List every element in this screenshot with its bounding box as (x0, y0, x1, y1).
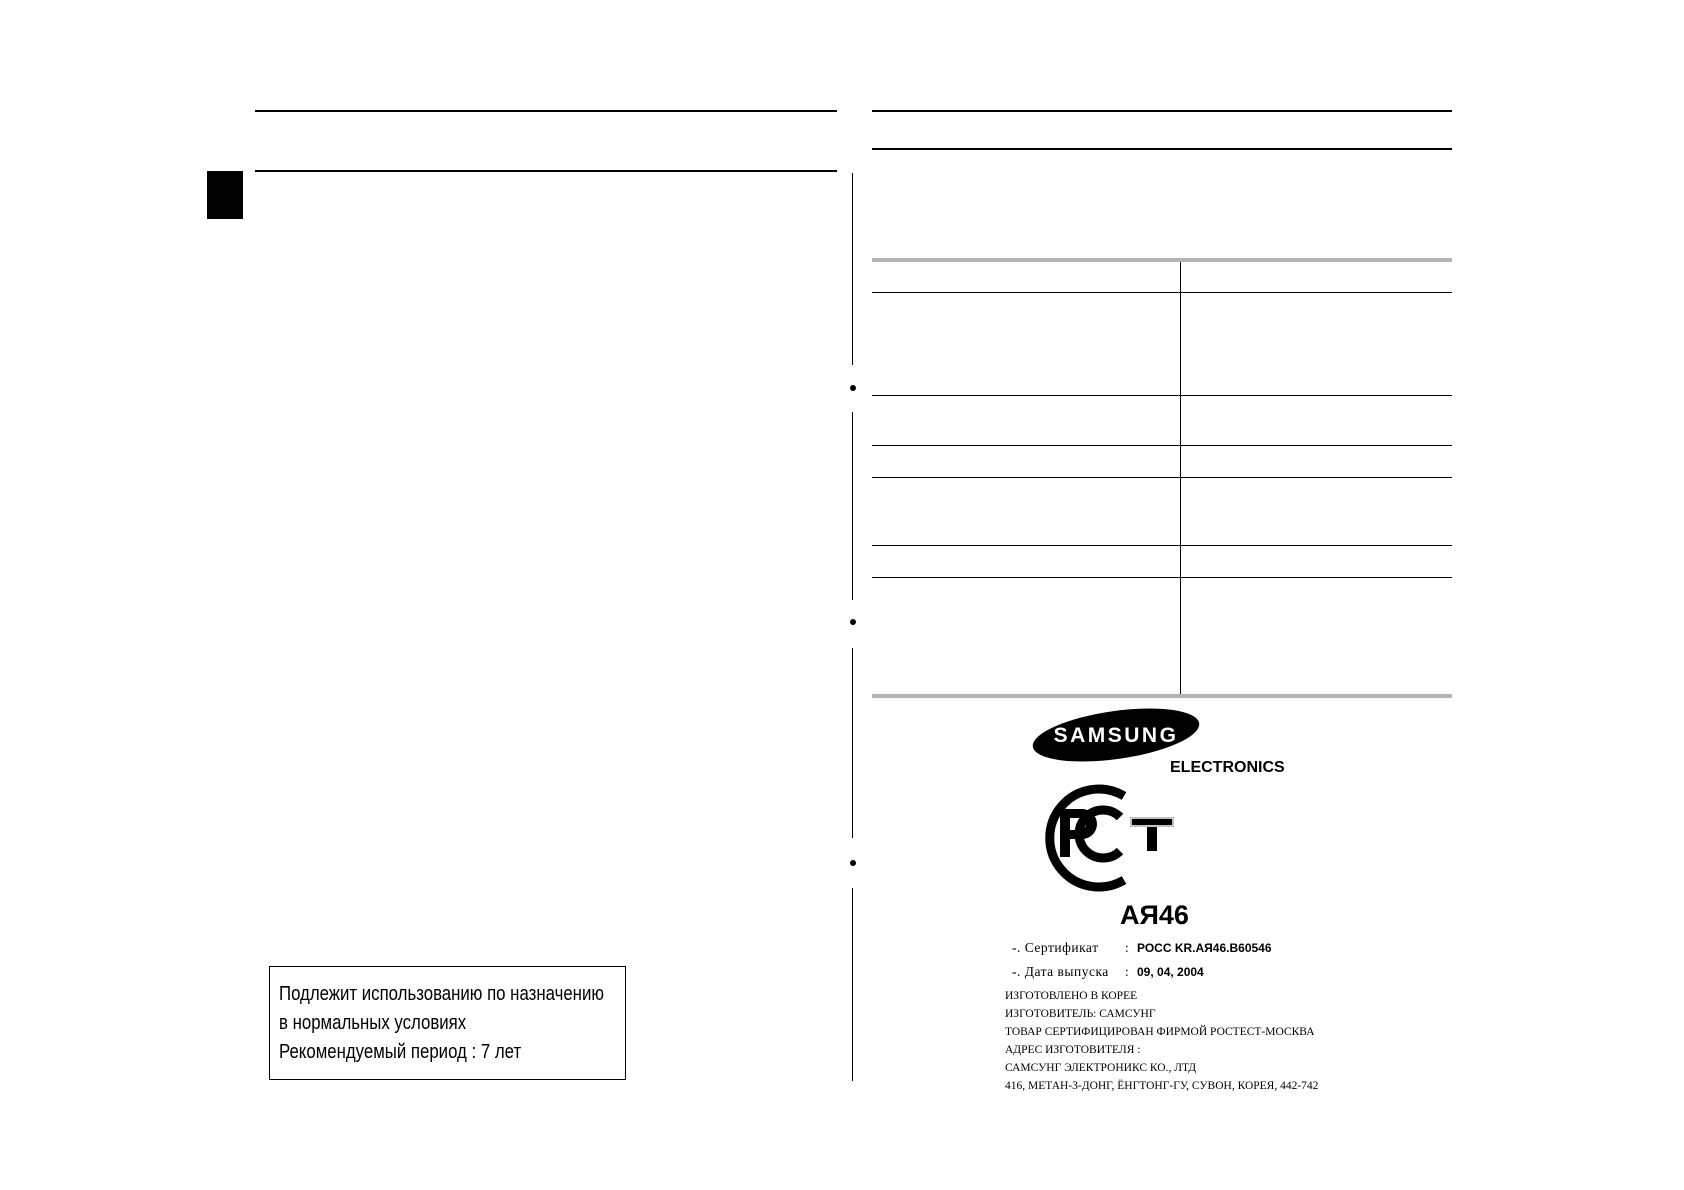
table-column-divider (1180, 262, 1181, 694)
electronics-label: ELECTRONICS (1170, 759, 1285, 776)
notice-line-2: в нормальных условиях (279, 1012, 467, 1034)
fold-dot-2 (850, 619, 856, 625)
release-date-label: -. Дата выпуска (1012, 964, 1109, 979)
table-top-border (872, 258, 1452, 262)
certificate-label: -. Сертификат (1012, 940, 1099, 955)
table-row-divider (872, 445, 1452, 446)
release-date-row (1012, 964, 1204, 980)
release-date-value: 09, 04, 2004 (1137, 965, 1204, 979)
fold-line-segment-3 (852, 648, 853, 838)
manufacturer-line: ИЗГОТОВИТЕЛЬ: САМСУНГ (1005, 1008, 1156, 1020)
pct-certification-mark-icon (1050, 789, 1174, 887)
certificate-row (1012, 940, 1272, 956)
specifications-table (872, 258, 1452, 698)
table-bottom-border (872, 694, 1452, 698)
notice-line-1: Подлежит использованию по назначению (279, 983, 604, 1005)
fold-line-segment-1 (852, 173, 853, 365)
notice-line-3: Рекомендуемый период : 7 лет (279, 1041, 522, 1063)
left-second-rule (255, 170, 837, 172)
fold-line-segment-2 (852, 412, 853, 600)
right-second-rule (872, 148, 1452, 150)
certification-body-code: АЯ46 (1120, 900, 1189, 930)
fold-line-segment-4 (852, 888, 853, 1081)
certified-by-line: ТОВАР СЕРТИФИЦИРОВАН ФИРМОЙ РОСТЕСТ-МОСКВА (1005, 1026, 1315, 1038)
made-in-line: ИЗГОТОВЛЕНО В КОРЕЕ (1005, 990, 1138, 1002)
samsung-wordmark: SAMSUNG (1053, 724, 1179, 747)
section-tab-marker (207, 171, 243, 219)
table-row-divider (872, 292, 1452, 293)
table-row-divider (872, 577, 1452, 578)
manufacturer-info (1005, 987, 1318, 1095)
table-row-divider (872, 477, 1452, 478)
table-row-divider (872, 545, 1452, 546)
certificate-number: РОСС KR.АЯ46.B60546 (1137, 941, 1272, 955)
fold-dot-3 (850, 860, 856, 866)
usage-notice-box (269, 966, 626, 1080)
release-date-colon: : (1125, 964, 1129, 979)
company-address-line: 416, МЕТАН-3-ДОНГ, ЁНГТОНГ-ГУ, СУВОН, КОРЕЯ, 442-742 (1005, 1080, 1319, 1092)
left-top-rule (255, 110, 837, 112)
table-row-divider (872, 395, 1452, 396)
company-name-line: САМСУНГ ЭЛЕКТРОНИКС КО., ЛТД (1005, 1062, 1197, 1074)
samsung-logo (1030, 705, 1290, 895)
certificate-colon: : (1125, 940, 1129, 955)
address-heading-line: АДРЕС ИЗГОТОВИТЕЛЯ : (1005, 1044, 1141, 1056)
fold-dot-1 (850, 385, 856, 391)
brand-logo-block (1030, 705, 1290, 900)
right-top-rule (872, 110, 1452, 112)
